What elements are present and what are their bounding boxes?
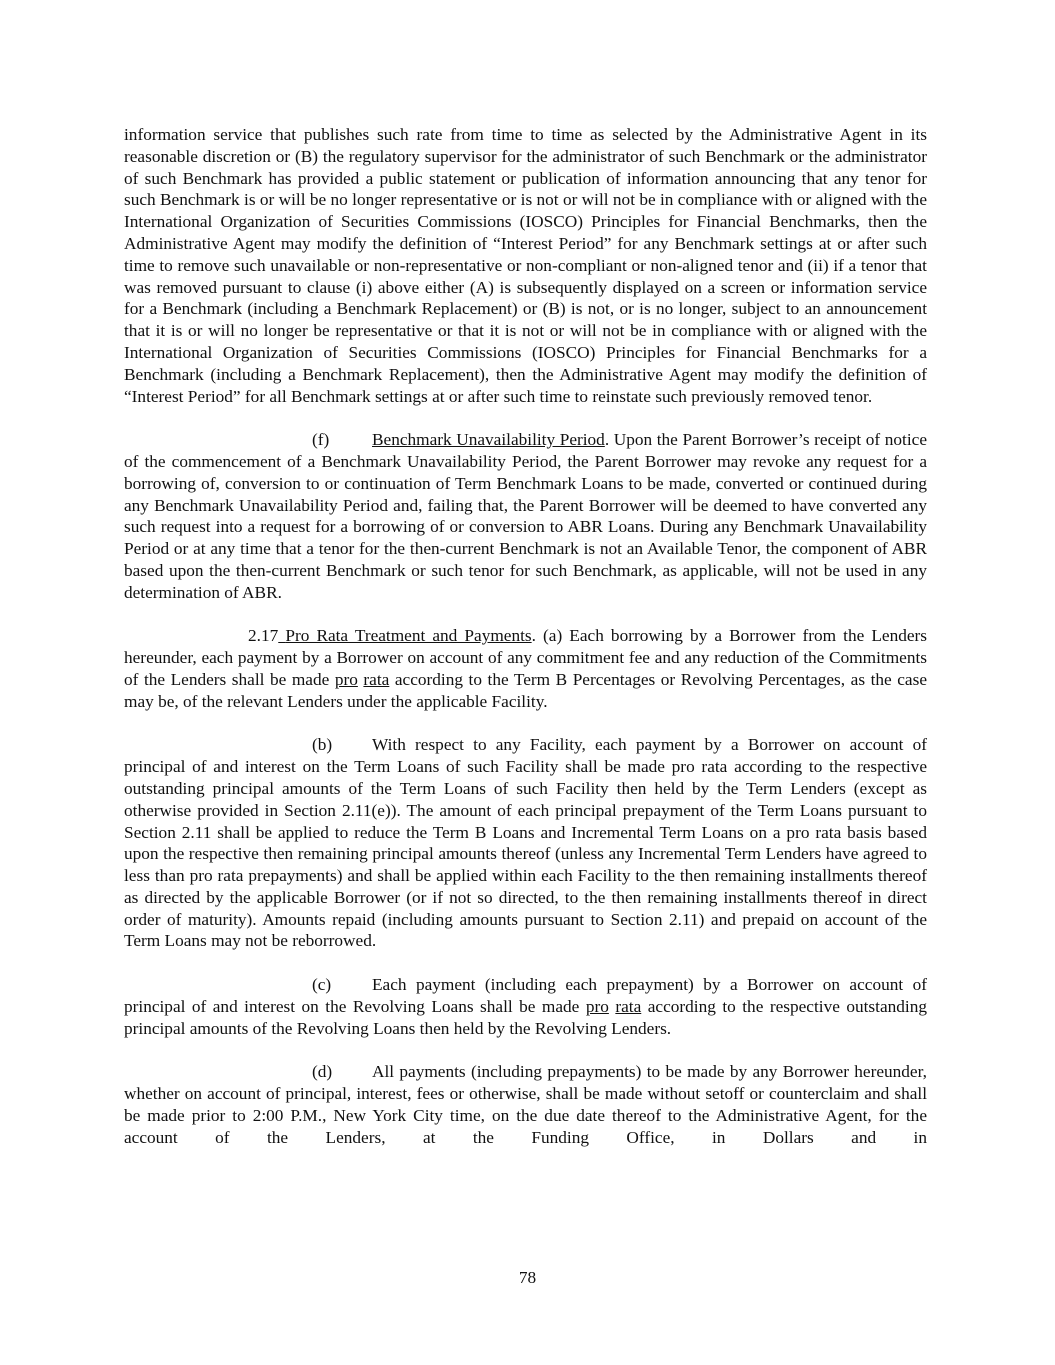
paragraph-b: [124, 734, 927, 952]
pro-word: pro: [334, 669, 358, 689]
clause-marker-d: (d): [312, 1062, 333, 1082]
paragraph-gap: [124, 1039, 927, 1061]
clause-text-c-a: Each payment (including each prepayment) by a Borrower on account of principal of and interest on the Revolving Loans shall be made: [124, 975, 927, 1016]
pro-word: pro: [585, 996, 609, 1016]
paragraph-gap: [124, 407, 927, 429]
paragraph-d: [124, 1061, 927, 1148]
paragraph-continuation: information service that publishes such rate from time to time as selected by the Administrative Agent in its reasonable discretion or (B) the regulatory supervisor for the administrator of such Benchmark or the administrator of such Benchmark has provided a public statement or publication of information announcing that any tenor for such Benchmark is or will be no longer representative or is not or will not be in compliance with or aligned with the International Organization of Securities Commissions (IOSCO) Principles for Financial Benchmarks, then the Administrative Agent may modify the definition of “Interest Period” for any Benchmark settings at or after such time to remove such unavailable or non-representative or non-compliant or non-aligned tenor and (ii) if a tenor that was removed pursuant to clause (i) above either (A) is subsequently displayed on a screen or information service for a Benchmark (including a Benchmark Replacement) or (B) is not, or is no longer, subject to an announcement that it is or will no longer be representative or that it is not or will not be in compliance with or aligned with the International Organization of Securities Commissions (IOSCO) Principles for Financial Benchmarks for a Benchmark (including a Benchmark Replacement), then the Administrative Agent may modify the definition of “Interest Period” for all Benchmark settings at or after such time to reinstate such previously removed tenor.: [124, 125, 927, 406]
section-text-a: . (a) Each borrowing by a Borrower from the Lenders hereunder, each payment by a Borrower on account of any commitment fee and any reduction of the Commitments of the Lenders shall be made: [124, 626, 927, 689]
section-heading-pro-rata: [278, 626, 531, 645]
paragraph-f: [124, 429, 927, 603]
section-2-17: [124, 625, 927, 712]
clause-marker-c: (c): [312, 975, 332, 995]
document-page: [124, 124, 927, 1148]
paragraph-c: [124, 974, 927, 1039]
rata-word: rata: [363, 669, 390, 689]
clause-marker-b: (b): [312, 735, 333, 755]
section-heading-text: Pro Rata Treatment and Payments: [285, 626, 532, 646]
section-text-b: according to the Term B Percentages or Revolving Percentages, as the case may be, of the relevant Lenders under the applicable Facility.: [124, 669, 927, 711]
clause-heading-benchmark-unavailability: Benchmark Unavailability Period: [372, 430, 605, 450]
clause-text-b: With respect to any Facility, each payment by a Borrower on account of principal of and interest on the Term Loans of such Facility shall be made pro rata according to the respective outstanding principal amounts of the Term Loans of such Facility then held by the Term Lenders (except as otherwise provided in Section 2.11(e)). The amount of each principal prepayment of the Term Loans pursuant to Section 2.11 shall be applied to reduce the Term B Loans and Incremental Term Loans on a pro rata basis based upon the respective then remaining principal amounts thereof (unless any Incremental Term Lenders have agreed to less than pro rata prepayments) and shall be applied within each Facility to the then remaining installments thereof as directed by the applicable Borrower (or if not so directed, to the then remaining installments thereof in direct order of maturity). Amounts repaid (including amounts pursuant to Section 2.11) and prepaid on account of the Term Loans may not be reborrowed.: [124, 735, 927, 951]
paragraph-gap: [124, 713, 927, 735]
paragraph-gap: [124, 952, 927, 974]
page-number: 78: [518, 1268, 537, 1287]
rata-word: rata: [615, 996, 642, 1016]
section-number: 2.17: [248, 626, 279, 646]
clause-text-d: All payments (including prepayments) to be made by any Borrower hereunder, whether on account of principal, interest, fees or otherwise, shall be made without setoff or counterclaim and shall be made prior to 2:00 P.M., New York City time, on the due date thereof to the Administrative Agent, for the account of the Lenders, at the Funding Office, in Dollars and in: [124, 1062, 927, 1147]
clause-text-f: . Upon the Parent Borrower’s receipt of notice of the commencement of a Benchmark Unavailability Period, the Parent Borrower may revoke any request for a borrowing of, conversion to or continuation of Term Benchmark Loans to be made, converted or continued during any Benchmark Unavailability Period and, failing that, the Parent Borrower will be deemed to have converted any such request into a request for a borrowing of or conversion to ABR Loans. During any Benchmark Unavailability Period or at any time that a tenor for the then-current Benchmark is not an Available Tenor, the component of ABR based upon the then-current Benchmark or such tenor for such Benchmark, as applicable, will not be used in any determination of ABR.: [124, 430, 927, 602]
clause-text-c-b: according to the respective outstanding principal amounts of the Revolving Loans then held by the Revolving Lenders.: [124, 996, 927, 1038]
clause-marker-f: (f): [312, 430, 330, 450]
paragraph-gap: [124, 604, 927, 626]
